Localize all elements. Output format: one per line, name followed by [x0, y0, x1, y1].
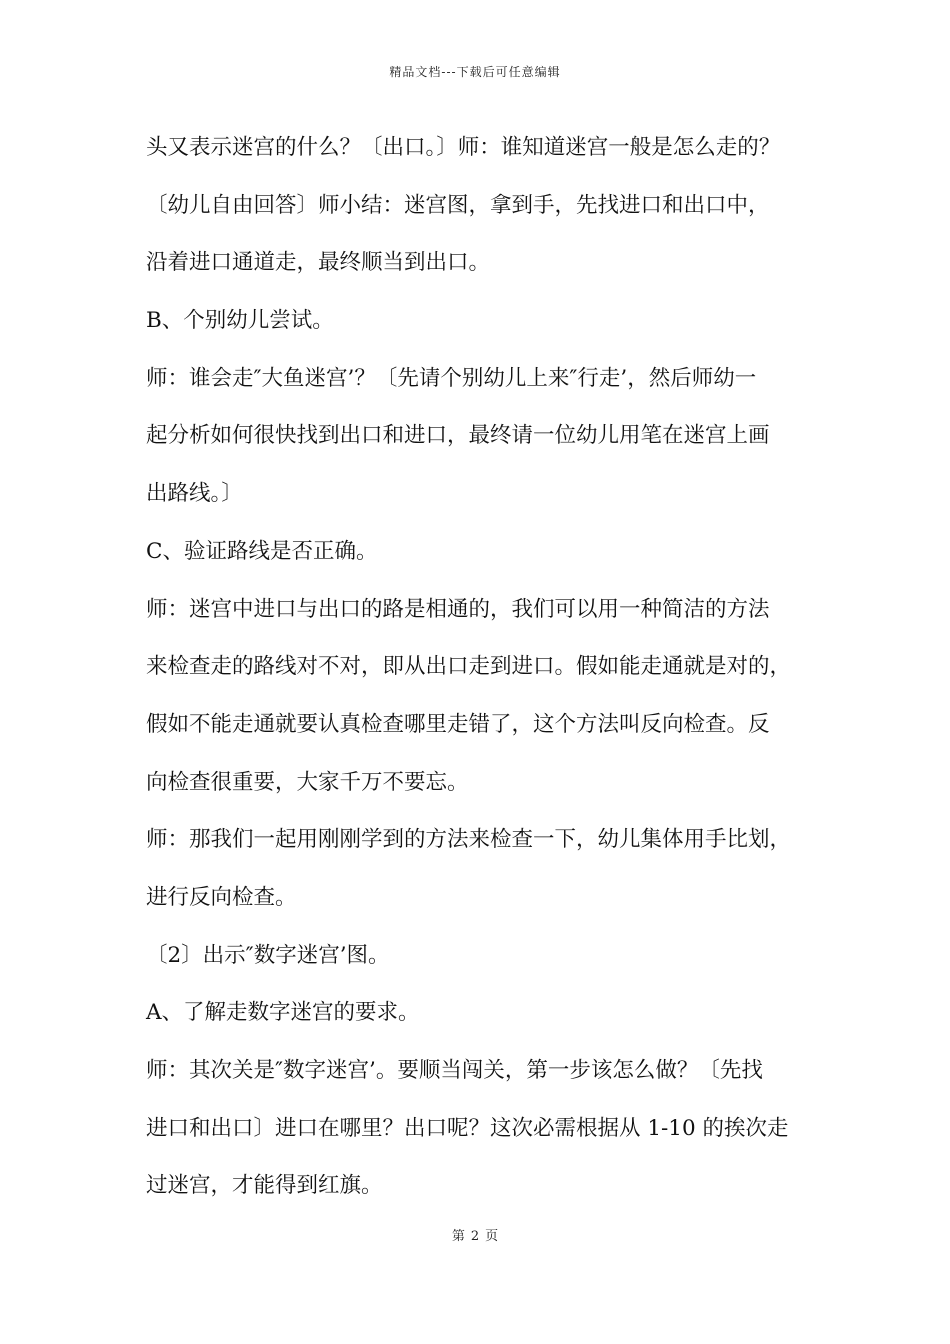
text-line: 出路线。〕: [146, 481, 243, 507]
text-line: 师：谁会走″大鱼迷宫’？〔先请个别幼儿上来″行走’，然后师幼一: [146, 365, 757, 391]
text-line: A、了解走数字迷宫的要求。: [146, 1000, 420, 1026]
text-line: 起分析如何很快找到出口和进口，最终请一位幼儿用笔在迷宫上画: [146, 423, 770, 449]
text-line: 向检查很重要，大家千万不要忘。: [146, 769, 469, 795]
page-label-suffix: 页: [485, 1229, 499, 1244]
text-line: 假如不能走通就要认真检查哪里走错了，这个方法叫反向检查。反: [146, 711, 770, 737]
text-line: 来检查走的路线对不对，即从出口走到进口。假如能走通就是对的，: [146, 654, 792, 680]
document-body: [146, 128, 826, 1224]
page-label-prefix: 第: [451, 1229, 465, 1244]
text-line: B、个别幼儿尝试。: [146, 308, 334, 334]
text-line: 头又表示迷宫的什么？〔出口。〕师：谁知道迷宫一般是怎么走的？: [146, 135, 781, 160]
page-number: 2: [470, 1229, 480, 1244]
text-line: 师：迷宫中进口与出口的路是相通的，我们可以用一种简洁的方法: [146, 596, 770, 622]
text-line: 〔幼儿自由回答〕师小结：迷宫图，拿到手，先找进口和出口中，: [146, 192, 770, 218]
text-line: 过迷宫，才能得到红旗。: [146, 1173, 383, 1199]
text-line: 进口和出口〕进口在哪里？出口呢？这次必需根据从 1-10 的挨次走: [146, 1115, 789, 1141]
page-footer: [0, 1229, 950, 1245]
text-line: 〔2〕出示″数字迷宫’图。: [146, 942, 390, 968]
text-line: 师：其次关是″数字迷宫’。要顺当闯关，第一步该怎么做？〔先找: [146, 1058, 763, 1083]
page-header: 精品文档---下载后可任意编辑: [389, 65, 561, 79]
text-line: 进行反向检查。: [146, 884, 297, 910]
text-line: C、验证路线是否正确。: [146, 538, 378, 564]
text-line: 师：那我们一起用刚刚学到的方法来检查一下，幼儿集体用手比划，: [146, 827, 792, 853]
text-line: 沿着进口通道走，最终顺当到出口。: [146, 250, 491, 276]
